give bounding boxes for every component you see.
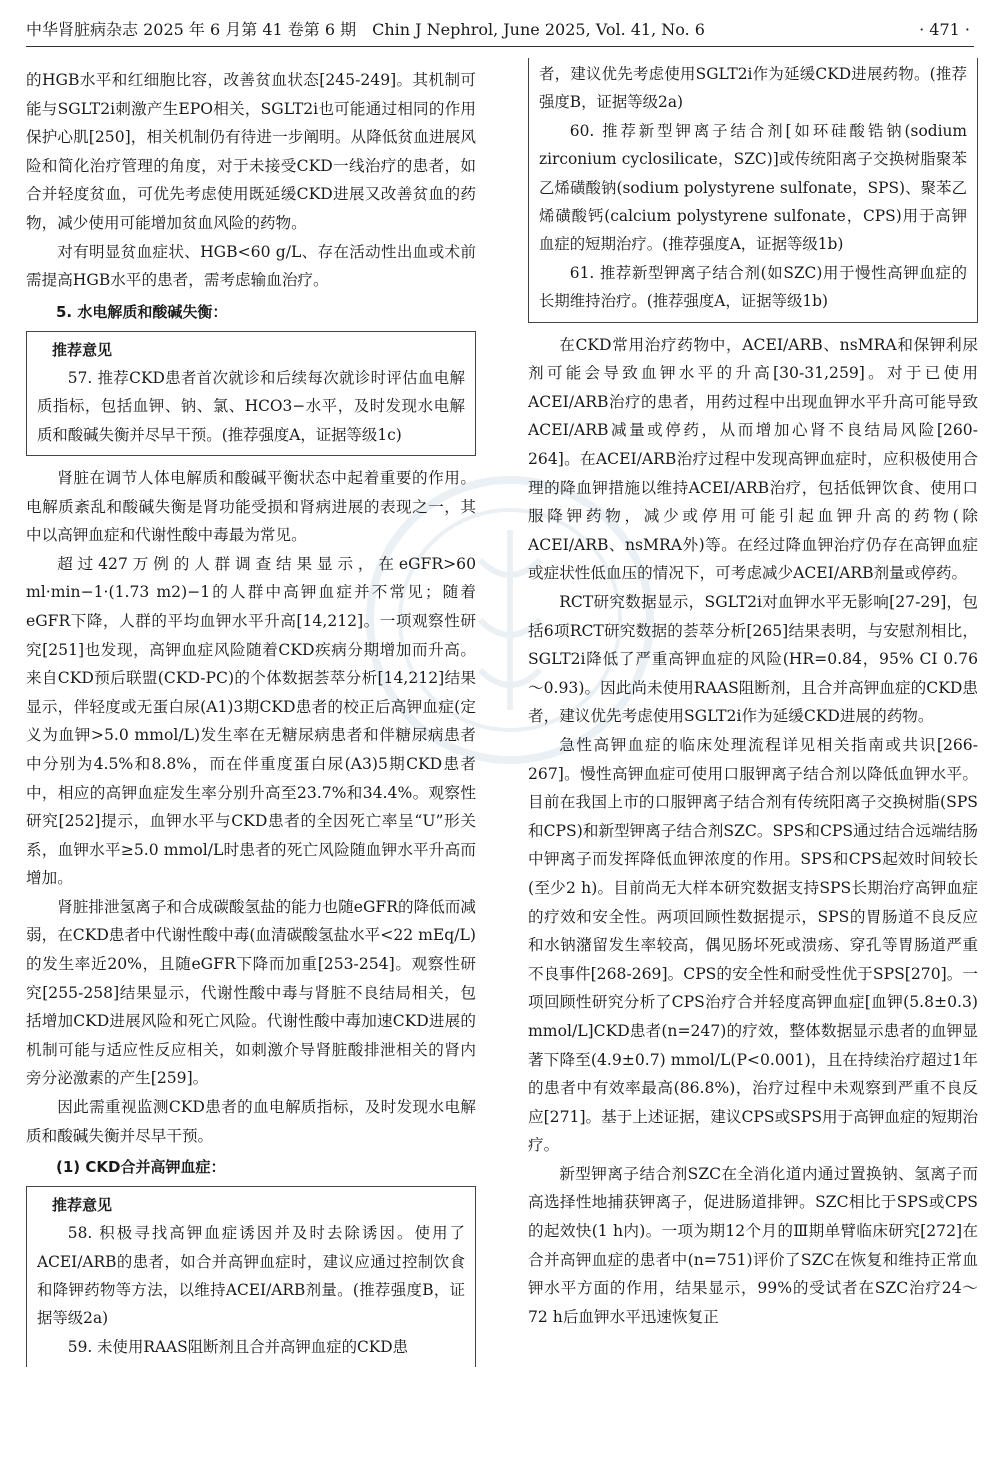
paragraph: 肾脏排泄氢离子和合成碳酸氢盐的能力也随eGFR的降低而减弱，在CKD患者中代谢性酸中毒(血清碳酸氢盐水平<22 mEq/L)的发生率近20%，且随eGFR下降而加重[253-254]。观察性研究[255-258]结果显示，代谢性酸中毒与肾脏不良结局相关，包括增加CKD进展风险和死亡风险。代谢性酸中毒加速CKD进展的机制可能与适应性反应相关，如刺激介导肾脏酸排泄相关的肾内旁分泌激素的产生[259]。 (26, 897, 476, 1088)
paragraph: 在CKD常用治疗药物中，ACEI/ARB、nsMRA和保钾利尿剂可能会导致血钾水平的升高[30-31,259]。对于已使用ACEI/ARB治疗的患者，用药过程中出现血钾水平升高可能导致ACEI/ARB减量或停药，从而增加心肾不良结局风险[260-264]。在ACEI/ARB治疗过程中发现高钾血症时，应积极使用合理的降血钾措施以维持ACEI/ARB治疗，包括低钾饮食、使用口服降钾药物，减少或停用可能引起血钾升高的药物(除ACEI/ARB、nsMRA外)等。在经过降血钾治疗仍存在高钾血症或症状性低血压的情况下，可考虑减少ACEI/ARB剂量或停药。 (528, 335, 978, 583)
recommendation-59-continued: 者，建议优先考虑使用SGLT2i作为延缓CKD进展药物。(推荐强度B，证据等级2a) (539, 65, 967, 112)
recommendation-61: 61. 推荐新型钾离子结合剂(如SZC)用于慢性高钾血症的长期维持治疗。(推荐强度A，证据等级1b) (539, 263, 967, 311)
right-column (528, 62, 978, 1331)
paragraph: 急性高钾血症的临床处理流程详见相关指南或共识[266-267]。慢性高钾血症可使用口服钾离子结合剂以降低血钾水平。目前在我国上市的口服钾离子结合剂有传统阳离子交换树脂(SPS和CPS)和新型钾离子结合剂SZC。SPS和CPS通过结合远端结肠中钾离子而发挥降低血钾浓度的作用。SPS和CPS起效时间较长(至少2 h)。目前尚无大样本研究数据支持SPS长期治疗高钾血症的疗效和安全性。两项回顾性数据提示，SPS的胃肠道不良反应和水钠潴留发生率较高，偶见肠坏死或溃疡、穿孔等胃肠道严重不良事件[268-269]。CPS的安全性和耐受性优于SPS[270]。一项回顾性研究分析了CPS治疗合并轻度高钾血症[血钾(5.8±0.3) mmol/L]CKD患者(n=247)的疗效，整体数据显示患者的血钾显著下降至(4.9±0.7) mmol/L(P<0.001)，且在持续治疗超过1年的患者中有效率最高(86.8%)，治疗过程中未观察到严重不良反应[271]。基于上述证据，建议CPS或SPS用于高钾血症的短期治疗。 (528, 735, 978, 1155)
recommendation-box (26, 1186, 476, 1367)
subsection-heading: (1) CKD合并高钾血症： (56, 1158, 226, 1177)
recommendation-58: 58. 积极寻找高钾血症诱因并及时去除诱因。使用了ACEI/ARB的患者，如合并高钾血症时，建议应通过控制饮食和降钾药物等方法，以维持ACEI/ARB剂量。(推荐强度B，证据等级2a) (37, 1224, 465, 1328)
recommendation-59: 59. 未使用RAAS阻断剂且合并高钾血症的CKD患 (67, 1337, 408, 1356)
running-header (26, 14, 974, 47)
paragraph: 新型钾离子结合剂SZC在全消化道内通过置换钠、氢离子而高选择性地捕获钾离子，促进肠道排钾。SZC相比于SPS或CPS的起效快(1 h内)。一项为期12个月的Ⅲ期单臂临床研究[272]在合并高钾血症的患者中(n=751)评价了SZC在恢复和维持正常血钾水平方面的作用，结果显示，99%的受试者在SZC治疗24～72 h后血钾水平迅速恢复正 (528, 1164, 978, 1326)
left-column (26, 66, 476, 1367)
paragraph: 对有明显贫血症状、HGB<60 g/L、存在活动性出血或术前需提高HGB水平的患者，需考虑输血治疗。 (26, 242, 476, 290)
paragraph: 超过427万例的人群调查结果显示，在eGFR>60 ml·min−1·(1.73 m2)−1的人群中高钾血症并不常见；随着eGFR下降，人群的平均血钾水平升高[14,212]。一项观察性研究[251]也发现，高钾血症风险随着CKD疾病分期增加而升高。来自CKD预后联盟(CKD-PC)的个体数据荟萃分析[14,212]结果显示，伴轻度或无蛋白尿(A1)3期CKD患者的校正后高钾血症(定义为血钾>5.0 mmol/L)发生率在无糖尿病患者和伴糖尿病患者中分别为4.5%和8.8%，而在伴重度蛋白尿(A3)5期CKD患者中，相应的高钾血症发生率分别升高至23.7%和34.4%。观察性研究[252]提示，血钾水平与CKD患者的全因死亡率呈“U”形关系，血钾水平≥5.0 mmol/L时患者的死亡风险随血钾水平升高而增加。 (26, 554, 476, 888)
recommendation-box-continued (528, 58, 978, 323)
paragraph: RCT研究数据显示，SGLT2i对血钾水平无影响[27-29]，包括6项RCT研究数据的荟萃分析[265]结果表明，与安慰剂相比，SGLT2i降低了严重高钾血症的风险(HR=0.84，95% CI 0.76～0.93)。因此尚未使用RAAS阻断剂，且合并高钾血症的CKD患者，建议优先考虑使用SGLT2i作为延缓CKD进展的药物。 (528, 593, 978, 726)
recommendation-title: 推荐意见 (52, 340, 113, 359)
recommendation-57: 57. 推荐CKD患者首次就诊和后续每次就诊时评估血电解质指标，包括血钾、钠、氯、HCO3−水平，及时发现水电解质和酸碱失衡并尽早干预。(推荐强度A，证据等级1c) (37, 368, 465, 444)
paragraph: 的HGB水平和红细胞比容，改善贫血状态[245-249]。其机制可能与SGLT2i刺激产生EPO相关，SGLT2i也可能通过相同的作用保护心肌[250]，相关机制仍有待进一步阐明。从降低贫血进展风险和简化治疗管理的角度，对于未接受CKD一线治疗的患者，如合并轻度贫血，可优先考虑使用既延缓CKD进展又改善贫血的药物，减少使用可能增加贫血风险的药物。 (26, 71, 476, 232)
journal-citation: 中华肾脏病杂志 2025 年 6 月第 41 卷第 6 期 Chin J Nephrol, June 2025, Vol. 41, No. 6 (26, 20, 705, 39)
recommendation-60: 60. 推荐新型钾离子结合剂[如环硅酸锆钠(sodium zirconium cyclosilicate，SZC)]或传统阳离子交换树脂聚苯乙烯磺酸钠(sodium polystyrene sulfonate，SPS)、聚苯乙烯磺酸钙(calcium polystyrene sulfonate，CPS)用于高钾血症的短期治疗。(推荐强度A，证据等级1b) (539, 121, 967, 254)
section-heading: 5. 水电解质和酸碱失衡： (56, 302, 228, 321)
recommendation-title: 推荐意见 (52, 1196, 113, 1215)
paragraph: 因此需重视监测CKD患者的血电解质指标，及时发现水电解质和酸碱失衡并尽早干预。 (26, 1098, 476, 1145)
page-number: · 471 · (919, 20, 970, 39)
paragraph: 肾脏在调节人体电解质和酸碱平衡状态中起着重要的作用。电解质紊乱和酸碱失衡是肾功能受损和肾病进展的表现之一，其中以高钾血症和代谢性酸中毒最为常见。 (26, 468, 476, 545)
recommendation-box (26, 331, 476, 456)
